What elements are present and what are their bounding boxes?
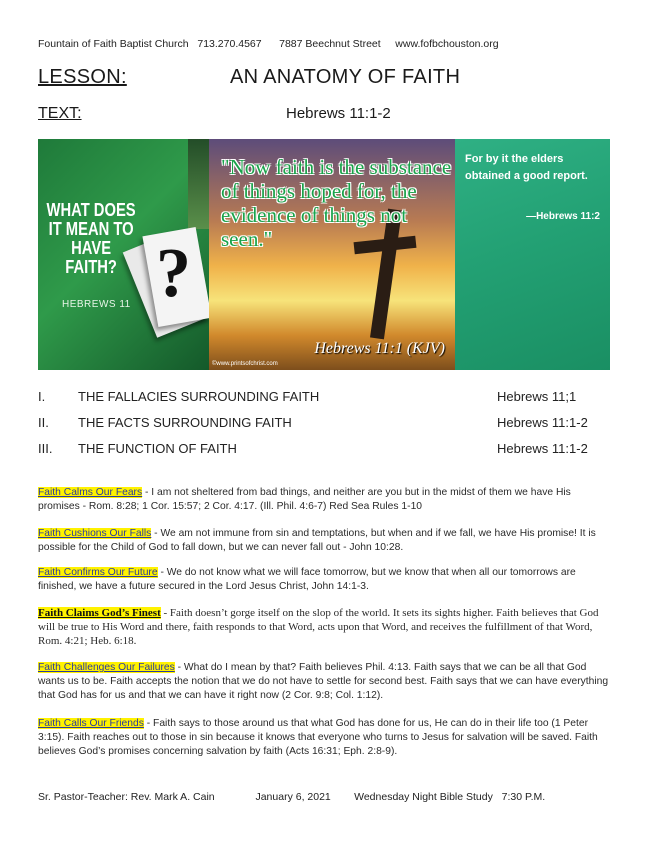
question-mark-icon: ?	[156, 235, 191, 312]
footer-date: January 6, 2021	[255, 791, 331, 803]
banner-right-verse: For by it the elders obtained a good report.	[465, 153, 588, 182]
outline-reference: Hebrews 11:1-2	[497, 441, 588, 456]
point-heading: Faith Calms Our Fears	[38, 487, 143, 498]
decorative-strip	[188, 139, 209, 229]
outline-title: THE FALLACIES SURROUNDING FAITH	[78, 389, 320, 404]
banner-panel-verse	[209, 139, 455, 370]
point-body: - Faith says to those around us that what God has done for us, He can do in their life too (1 Peter 3:15). Faith reaches out to those in sin because it knows that everyone who turns to Jesus for salvation will be saved. Faith believes God’s promises concerning salvation by faith (Acts 16:31; Eph. 2:8-9).	[38, 718, 598, 757]
banner-verse-reference: Hebrews 11:1 (KJV)	[314, 340, 445, 357]
point-paragraph	[38, 661, 613, 703]
outline-title: THE FUNCTION OF FAITH	[78, 441, 237, 456]
point-heading: Faith Confirms Our Future	[38, 567, 158, 578]
lesson-label: LESSON:	[38, 66, 127, 88]
church-website[interactable]: www.fofbchouston.org	[395, 38, 499, 50]
point-paragraph	[38, 717, 613, 759]
point-paragraph	[38, 527, 613, 555]
point-body: - I am not sheltered from bad things, and neither are you but in the midst of them we have His promises - Rom. 8:28; 1 Cor. 15:57; 2 Cor. 4:17. (Ill. Phil. 4:6-7) Red Sea Rules 1-10	[38, 487, 571, 512]
point-heading: Faith Challenges Our Failures	[38, 662, 175, 673]
point-body: - Faith doesn’t gorge itself on the slop of the world. It sets its sights higher. Faith believes that God will be true to His Word and there, faith responds to that Word, acts upon that Word, and receives the fulfillment of that Word, Rom. 4:21; Heb. 6:18.	[38, 607, 599, 647]
outline-reference: Hebrews 11;1	[497, 389, 577, 404]
lesson-title: AN ANATOMY OF FAITH	[230, 66, 461, 88]
image-credit: ©www.printsofchrist.com	[212, 361, 278, 367]
outline-reference: Hebrews 11:1-2	[497, 415, 588, 430]
point-heading: Faith Calls Our Friends	[38, 718, 144, 729]
footer-pastor: Sr. Pastor-Teacher: Rev. Mark A. Cain	[38, 791, 215, 803]
point-body: - We do not know what we will face tomorrow, but we know that when all our tomorrows are finished, we have a future secured in the Lord Jesus Christ, John 14:1-3.	[38, 567, 576, 592]
outline-number: II.	[38, 415, 49, 430]
point-body: - We am not immune from sin and temptations, but when and if we fall, we have His promise! It is possible for the Child of God to fall down, but we can never fall out - John 10:28.	[38, 528, 596, 553]
footer-time: 7:30 P.M.	[501, 791, 546, 803]
church-address: 7887 Beechnut Street	[279, 38, 381, 50]
footer-event: Wednesday Night Bible Study	[354, 791, 493, 803]
banner-panel-faith-question	[38, 139, 209, 370]
text-reference: Hebrews 11:1-2	[286, 105, 391, 122]
point-heading: Faith Cushions Our Falls	[38, 528, 152, 539]
church-header	[38, 38, 499, 50]
point-paragraph	[38, 606, 613, 648]
point-body: - What do I mean by that? Faith believes Phil. 4:13. Faith says that we can be all that God wants us to be. Faith accepts the notion that we do not have to settle for second best. Faith says that we can have everything that God has for us and that we can have it right now (2 Cor. 9:8; Col. 1:12).	[38, 662, 609, 701]
church-name: Fountain of Faith Baptist Church	[38, 38, 189, 50]
banner-left-reference: HEBREWS 11	[62, 299, 131, 310]
outline-title: THE FACTS SURROUNDING FAITH	[78, 415, 292, 430]
text-label: TEXT:	[38, 105, 82, 122]
outline-number: III.	[38, 441, 53, 456]
banner-left-title: WHAT DOES IT MEAN TO HAVE FAITH?	[46, 200, 136, 277]
banner-image	[38, 139, 610, 370]
page-footer	[38, 791, 545, 803]
banner-right-reference: —Hebrews 11:2	[526, 211, 600, 222]
banner-panel-elders	[455, 139, 610, 370]
point-paragraph	[38, 566, 613, 594]
banner-verse-text: "Now faith is the substance of things hoped for, the evidence of things not seen."	[221, 155, 452, 251]
point-heading: Faith Claims God’s Finest	[38, 607, 161, 619]
outline-number: I.	[38, 389, 46, 404]
church-phone: 713.270.4567	[197, 38, 262, 50]
point-paragraph	[38, 486, 613, 514]
